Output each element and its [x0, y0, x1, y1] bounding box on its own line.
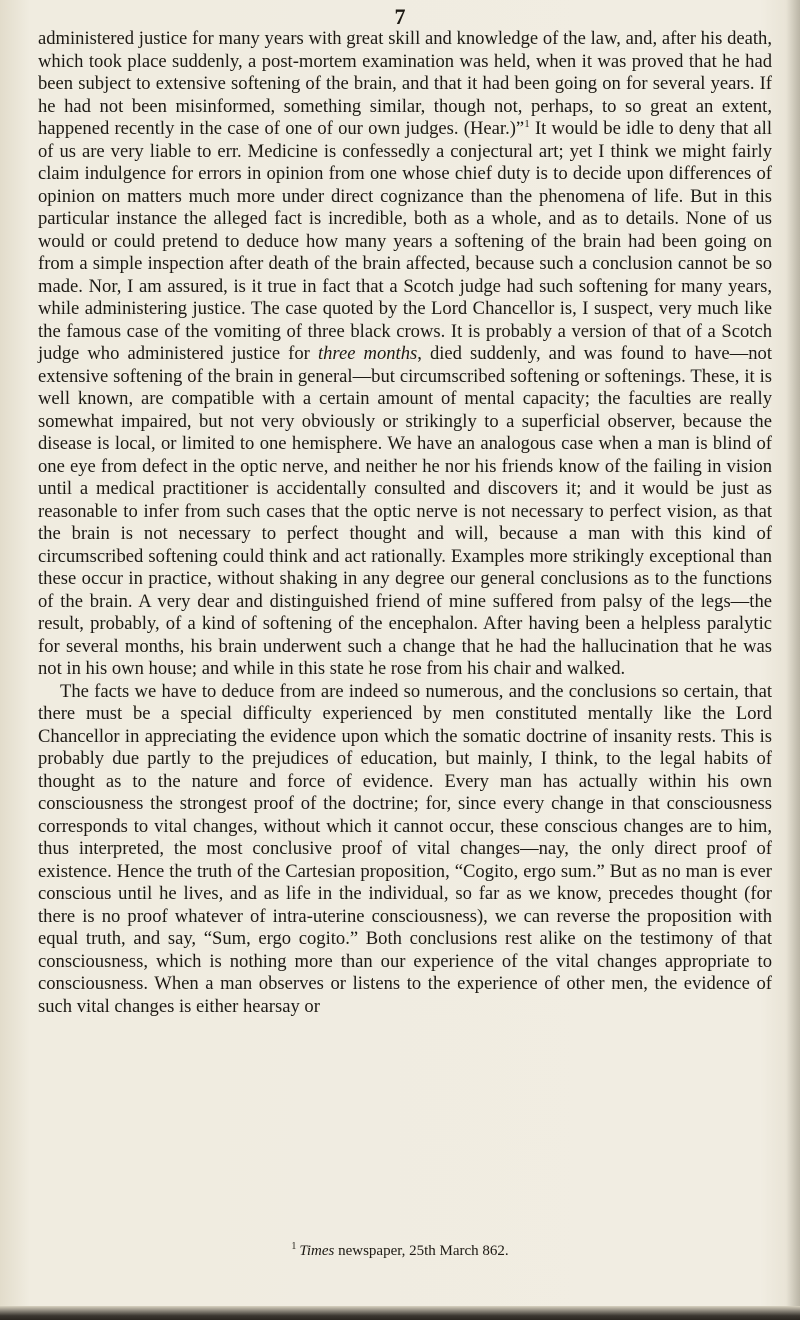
footnote-text: newspaper, 25th March 862.: [334, 1243, 509, 1259]
paragraph-1-end: , died suddenly, and was found to have—not extensive softening of the brain in general—but circumscribed softening or softenings. These, it is well known, are compatible with a certain amount of mental capacity; the faculties are really somewhat impaired, but not very obviously or strikingly to a superficial observer, because the disease is local, or limited to one hemisphere. We have an analogous case when a man is blind of one eye from defect in the optic nerve, and neither he nor his friends know of the failing in vision until a medical practitioner is accidentally consulted and discovers it; and it would be just as reasonable to infer from such cases that the optic nerve is not necessary to perfect vision, as that the brain is not necessary to perfect thought and will, because a man with this kind of circumscribed softening could think and act rationally. Examples more strikingly exceptional than these occur in practice, without shaking in any degree our general conclusions as to the functions of the brain. A very dear and distinguished friend of mine suffered from palsy of the legs—the result, probably, of a kind of softening of the encephalon. After having been a helpless paralytic for several months, his brain underwent such a change that he had the hallucination that he was not in his own house; and while in this state he rose from his chair and walked.: [38, 343, 773, 679]
paragraph-1: [38, 28, 772, 681]
paragraph-2: The facts we have to deduce from are indeed so numerous, and the conclusions so certain, that there must be a special difficulty experienced by men constituted mentally like the Lord Chancellor in appreciating the evidence upon which the somatic doctrine of insanity rests. This is probably due partly to the prejudices of education, but mainly, I think, to the legal habits of thought as to the nature and force of evidence. Every man has actually within his own consciousness the strongest proof of the doctrine; for, since every change in that consciousness corresponds to vital changes, without which it cannot occur, these conscious changes are to him, thus interpreted, the most conclusive proof of vital changes—nay, the only direct proof of existence. Hence the truth of the Cartesian proposition, “Cogito, ergo sum.” But as no man is ever conscious until he lives, and as life in the individual, so far as we know, precedes thought (for there is no proof whatever of intra-uterine consciousness), we can reverse the proposition with equal truth, and say, “Sum, ergo cogito.” Both conclusions rest alike on the testimony of that consciousness, which is nothing more than our experience of the vital changes appropriate to consciousness. When a man observes or listens to the experience of other men, the evidence of such vital changes is either hearsay or: [38, 680, 772, 1017]
page-bottom-edge: [0, 1306, 800, 1320]
paragraph-1-text: administered justice for many years with great skill and knowledge of the law, and, after his death, which took place suddenly, a post-mortem examination was held, when it was proved that he had been subject to extensive softening of the brain, and that it had been going on for several years. If he had not been misinformed, something similar, though not, perhaps, to so great an extent, happened recently in the case of one of our own judges. (Hear.)”: [38, 28, 772, 139]
footnote-mark: 1: [291, 1241, 297, 1252]
body-text: [38, 28, 772, 1018]
footnote-reference: 1: [524, 117, 530, 130]
page-number: 7: [394, 4, 406, 29]
italic-phrase: three months: [317, 343, 418, 364]
footnote: [0, 1242, 800, 1260]
paragraph-1-continued: It would be idle to deny that all of us are very liable to err. Medicine is confessedly a conjectural art; yet I think we might fairly claim indulgence for errors in opinion from one whose chief duty is to decide upon differences of opinion on matters much more under direct cognizance than the phenomena of life. But in this particular instance the alleged fact is incredible, both as a whole, and as to details. None of us would or could pretend to deduce how many years a softening of the brain had been going on from a simple inspection after death of the brain affected, because such a conclusion cannot be so made. Nor, I am assured, is it true in fact that a Scotch judge had such softening for many years, while administering justice. The case quoted by the Lord Chancellor is, I suspect, very much like the famous case of the vomiting of three black crows. It is probably a version of that of a Scotch judge who administered justice for: [38, 118, 772, 364]
footnote-source: Times: [299, 1243, 335, 1259]
page-edge-shadow: [786, 0, 800, 1320]
